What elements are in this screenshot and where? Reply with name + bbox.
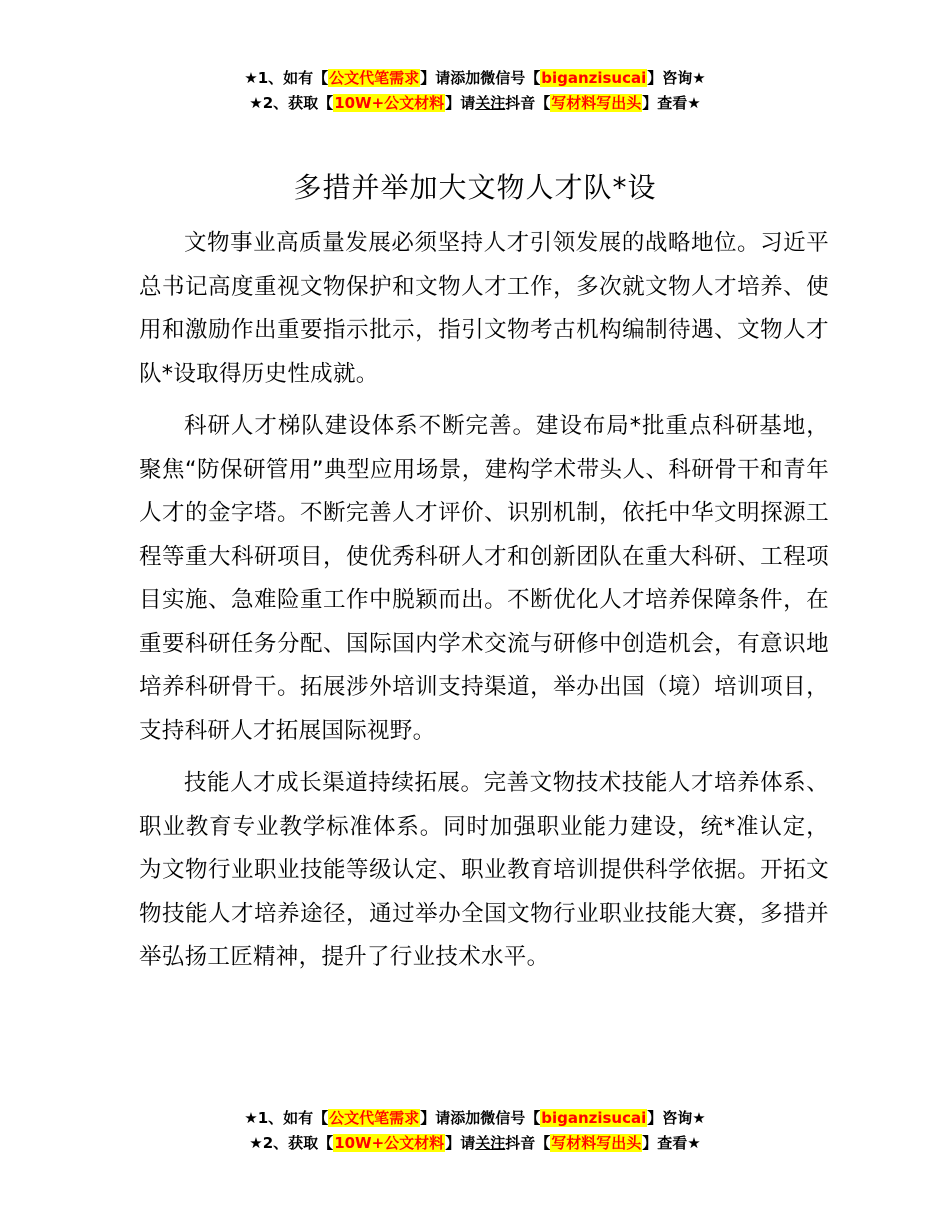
- banner-line-1: [0, 1106, 950, 1131]
- banner-text: 】请添加微信号【: [420, 1109, 541, 1127]
- banner-line-1: [0, 66, 950, 91]
- banner-text: ★2、获取【: [249, 1134, 334, 1152]
- banner-text: ★1、如有【: [244, 1109, 329, 1127]
- paragraph: 文物事业高质量发展必须坚持人才引领发展的战略地位。习近平总书记高度重视文物保护和文物人才工作，多次就文物人才培养、使用和激励作出重要指示批示，指引文物考古机构编制待遇、文物人才队*设取得历史性成就。: [139, 230, 829, 387]
- banner-text: 】请: [445, 94, 476, 112]
- banner-text: 】咨询★: [647, 1109, 706, 1127]
- banner-text: ★2、获取【: [249, 94, 334, 112]
- wechat-id-highlight: biganzisucai: [541, 1109, 647, 1127]
- footer-banner: [0, 1106, 950, 1156]
- banner-underlined-text: 关注: [475, 1134, 506, 1152]
- paragraph: 科研人才梯队建设体系不断完善。建设布局*批重点科研基地，聚焦“防保研管用”典型应用场景，建构学术带头人、科研骨干和青年人才的金字塔。不断完善人才评价、识别机制，依托中华文明探源工程等重大科研项目，使优秀科研人才和创新团队在重大科研、工程项目实施、急难险重工作中脱颖而出。不断优化人才培养保障条件，在重要科研任务分配、国际国内学术交流与研修中创造机会，有意识地培养科研骨干。拓展涉外培训支持渠道，举办出国（境）培训项目，支持科研人才拓展国际视野。: [139, 413, 829, 744]
- document-title: 多措并举加大文物人才队*设: [293, 171, 657, 204]
- banner-text: 】查看★: [642, 94, 701, 112]
- header-banner: [0, 66, 950, 116]
- banner-highlight: 公文代笔需求: [329, 1109, 420, 1127]
- banner-highlight: 公文代笔需求: [329, 69, 420, 87]
- douyin-account-highlight: 写材料写出头: [551, 94, 642, 112]
- banner-text: 抖音【: [505, 1134, 551, 1152]
- banner-line-2: [0, 91, 950, 116]
- wechat-id-highlight: biganzisucai: [541, 69, 647, 87]
- banner-underlined-text: 关注: [475, 94, 506, 112]
- banner-highlight: 10W+公文材料: [334, 1134, 445, 1152]
- banner-text: 】查看★: [642, 1134, 701, 1152]
- document-body: [139, 222, 829, 989]
- banner-text: ★1、如有【: [244, 69, 329, 87]
- banner-text: 】请: [445, 1134, 476, 1152]
- banner-text: 】请添加微信号【: [420, 69, 541, 87]
- banner-line-2: [0, 1131, 950, 1156]
- banner-text: 抖音【: [505, 94, 551, 112]
- douyin-account-highlight: 写材料写出头: [551, 1134, 642, 1152]
- paragraph: 技能人才成长渠道持续拓展。完善文物技术技能人才培养体系、职业教育专业教学标准体系。同时加强职业能力建设，统*准认定，为文物行业职业技能等级认定、职业教育培训提供科学依据。开拓文物技能人才培养途径，通过举办全国文物行业职业技能大赛，多措并举弘扬工匠精神，提升了行业技术水平。: [139, 770, 829, 970]
- banner-highlight: 10W+公文材料: [334, 94, 445, 112]
- banner-text: 】咨询★: [647, 69, 706, 87]
